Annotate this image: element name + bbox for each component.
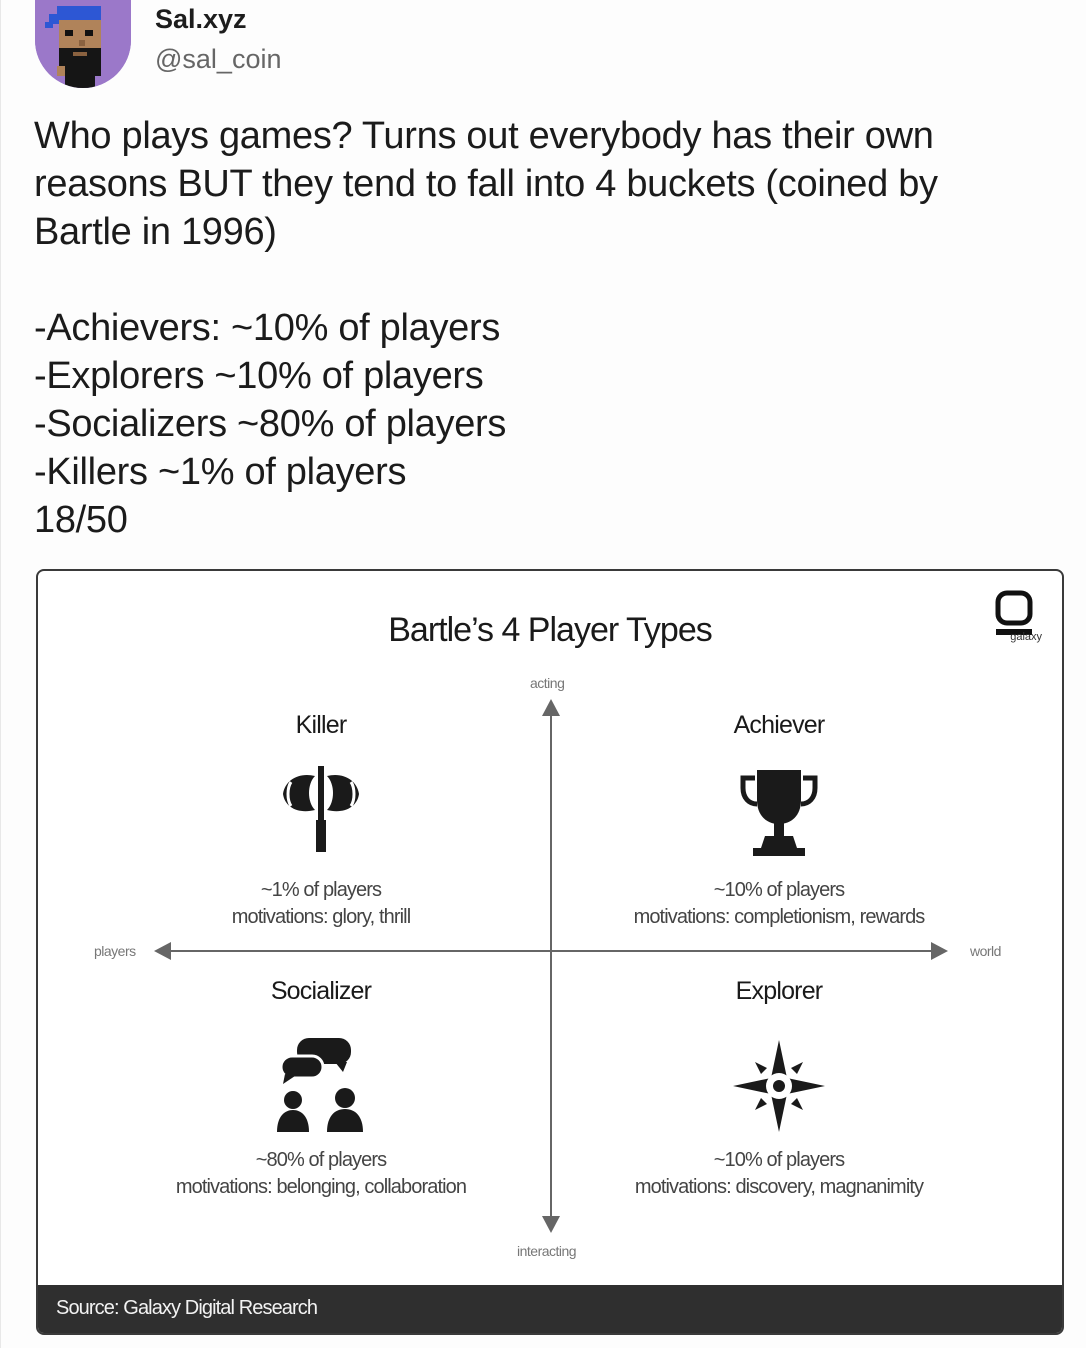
trophy-icon: [729, 758, 829, 858]
tweet-line: reasons BUT they tend to fall into 4 buckets (coined by: [34, 163, 938, 205]
quadrant-share: ~1% of players: [260, 879, 382, 901]
logo-label: galaxy: [1010, 631, 1042, 643]
quadrant-socializer: [111, 977, 531, 1201]
card-footer: [38, 1285, 1062, 1333]
quadrant-motivations: motivations: glory, thrill: [231, 906, 411, 928]
thread-counter: 18/50: [34, 499, 128, 541]
pixel-art-avatar-icon: [35, 0, 131, 88]
tweet-list-item: -Achievers: ~10% of players: [34, 307, 501, 349]
axe-icon: [271, 758, 371, 858]
axis-label-acting: acting: [530, 675, 565, 691]
author-name[interactable]: Sal.xyz: [155, 4, 247, 34]
quadrant-title: Achiever: [733, 711, 825, 739]
author-avatar[interactable]: [35, 0, 131, 88]
axis-label-interacting: interacting: [517, 1243, 577, 1259]
quadrant-title: Explorer: [735, 977, 823, 1005]
quadrant-title: Socializer: [270, 977, 372, 1005]
tweet-list-item: -Killers ~1% of players: [34, 451, 407, 493]
tweet-line: Bartle in 1996): [34, 211, 277, 253]
compass-icon: [729, 1036, 829, 1136]
quadrant-explorer: [569, 977, 989, 1201]
axis-label-world: world: [970, 943, 1001, 959]
card-title: Bartle’s 4 Player Types: [388, 611, 712, 649]
source-credit: Source: Galaxy Digital Research: [56, 1297, 318, 1319]
quadrant-killer: [111, 711, 531, 931]
quadrant-motivations: motivations: discovery, magnanimity: [634, 1176, 924, 1198]
quadrant-share: ~10% of players: [713, 1149, 845, 1171]
quadrant-achiever: [569, 711, 989, 931]
quadrant-share: ~10% of players: [713, 879, 845, 901]
quadrant-title: Killer: [295, 711, 347, 739]
quadrant-motivations: motivations: completionism, rewards: [633, 906, 925, 928]
tweet-list-item: -Socializers ~80% of players: [34, 403, 507, 445]
attached-image[interactable]: [36, 569, 1064, 1335]
tweet-list-item: -Explorers ~10% of players: [34, 355, 484, 397]
tweet-text: [34, 112, 1054, 544]
author-handle[interactable]: @sal_coin: [155, 44, 282, 74]
axis-label-players: players: [94, 943, 136, 959]
people-chat-icon: [271, 1036, 371, 1136]
quadrant-share: ~80% of players: [255, 1149, 387, 1171]
quadrant-motivations: motivations: belonging, collaboration: [175, 1176, 467, 1198]
tweet-line: Who plays games? Turns out everybody has their own: [34, 115, 934, 157]
